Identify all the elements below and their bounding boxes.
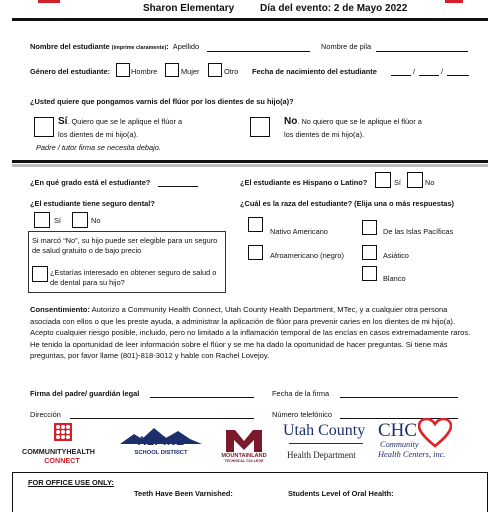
race-asian-checkbox[interactable]: [362, 245, 377, 260]
dob-slash-2: /: [441, 67, 444, 76]
firstname-label: Nombre de pila: [321, 42, 372, 51]
sign-date-field[interactable]: [340, 397, 458, 398]
varnish-signature-note: Padre / tutor firma se necesita debajo.: [36, 143, 161, 152]
top-red-mark-right: [445, 0, 463, 3]
interested-text-2: de dental para su hijo?: [50, 278, 125, 287]
varnish-yes-checkbox[interactable]: [34, 117, 54, 137]
race-white-label: Blanco: [383, 274, 406, 283]
firstname-field[interactable]: [376, 51, 468, 52]
dob-label: Fecha de nacimiento del estudiante: [252, 67, 377, 76]
heart-icon: [418, 418, 452, 448]
oral-health-label: Students Level of Oral Health:: [288, 489, 394, 498]
gender-other-checkbox[interactable]: [208, 63, 222, 77]
race-african-checkbox[interactable]: [248, 245, 263, 260]
alpine-school-district-logo: ALPINE SCHOOL DISTRICT: [120, 428, 202, 462]
dob-slash-1: /: [413, 67, 416, 76]
interested-checkbox[interactable]: [32, 266, 48, 282]
grade-question: ¿En qué grado está el estudiante?: [30, 178, 151, 187]
gender-label: Género del estudiante:: [30, 67, 111, 76]
race-white-checkbox[interactable]: [362, 266, 377, 281]
gender-female-label: Mujer: [181, 67, 200, 76]
consent-paragraph: [30, 304, 472, 362]
header-divider: [12, 18, 488, 21]
teeth-varnished-label: Teeth Have Been Varnished:: [134, 489, 233, 498]
gender-male-checkbox[interactable]: [116, 63, 130, 77]
race-pacific-checkbox[interactable]: [362, 220, 377, 235]
utah-county-health-department-logo: Utah County Health Department: [283, 422, 366, 460]
dob-month-field[interactable]: [391, 75, 411, 76]
insurance-no-label: No: [91, 216, 101, 225]
no-insurance-text-2: de salud gratuito o de bajo precio: [32, 246, 142, 255]
varnish-yes-text: Sí. Quiero que se le aplique el flúor a: [58, 116, 183, 127]
school-name: Sharon Elementary: [143, 3, 235, 14]
consent-label: Consentimiento:: [30, 305, 90, 314]
gender-female-checkbox[interactable]: [165, 63, 179, 77]
insurance-yes-label: Sí: [54, 216, 61, 225]
race-native-label: Nativo Americano: [270, 227, 328, 236]
signature-label: Firma del padre/ guardián legal: [30, 389, 140, 398]
sign-date-label: Fecha de la firma: [272, 389, 330, 398]
grade-field[interactable]: [158, 186, 198, 187]
race-pacific-label: De las Islas Pacíficas: [383, 227, 454, 236]
mtec-m-icon: [226, 428, 262, 452]
hispanic-no-label: No: [425, 178, 435, 187]
dob-day-field[interactable]: [419, 75, 439, 76]
address-label: Dirección: [30, 410, 61, 419]
hispanic-yes-label: Sí: [394, 178, 401, 187]
no-insurance-text-1: Si marcó “No”, su hijo puede ser elegible para un seguro: [32, 236, 218, 245]
varnish-no-text: No. No quiero que se le aplique el flúor a: [284, 116, 422, 127]
hispanic-yes-checkbox[interactable]: [375, 172, 391, 188]
race-african-label: Afroamericano (negro): [270, 251, 344, 260]
interested-text-1: ¿Estarías interesado en obtener seguro de salud o: [50, 268, 217, 277]
hispanic-no-checkbox[interactable]: [407, 172, 423, 188]
dob-year-field[interactable]: [447, 75, 469, 76]
community-health-connect-logo: COMMUNITYHEALTH CONNECT: [22, 423, 102, 465]
varnish-no-text-2: los dientes de mi hijo(a).: [284, 130, 365, 139]
chc-grid-icon: [54, 423, 72, 441]
lastname-field[interactable]: [207, 51, 310, 52]
office-use-title: FOR OFFICE USE ONLY:: [28, 478, 114, 487]
gender-male-label: Hombre: [131, 67, 158, 76]
gender-other-label: Otro: [224, 67, 239, 76]
hispanic-question: ¿El estudiante es Hispano o Latino?: [240, 178, 368, 187]
race-asian-label: Asiático: [383, 251, 409, 260]
lastname-label: Apellido: [172, 42, 200, 51]
address-field[interactable]: [70, 418, 254, 419]
section-divider-bottom: [12, 164, 488, 167]
race-question: ¿Cuál es la raza del estudiante? (Elija una o más respuestas): [240, 199, 454, 208]
insurance-question: ¿El estudiante tiene seguro dental?: [30, 199, 155, 208]
phone-label: Número telefónico: [272, 410, 332, 419]
community-health-centers-logo: CHC Community Health Centers, inc.: [378, 420, 478, 468]
mountainland-technical-college-logo: MOUNTAINLAND TECHNICAL COLLEGE: [212, 428, 276, 464]
insurance-no-checkbox[interactable]: [72, 212, 88, 228]
event-date: Día del evento: 2 de Mayo 2022: [260, 3, 408, 14]
varnish-question: ¿Usted quiere que pongamos varnis del flúor por los dientes de su hijo(a)?: [30, 97, 294, 106]
consent-text: Autorizo a Community Health Connect, Utah County Health Department, MTec, y a cualquier otra persona asociada con ellos o que les preste ayuda, a administrar la aplicación de flúor para prevenir caries en los dientes de mi hijo(a). Acepto cualquier riesgo posible, incluido, pero no limitado a la inflamación temporal de las encías en casos extremadamente raros. He tenido la oportunidad de leer información sobre el flúor y se me ha dado la oportunidad de hacer preguntas. Si tiene más preguntas, por favor llame (801)-818-3012 y hable con Rachel Lovejoy.: [30, 305, 471, 361]
student-name-label: Nombre del estudiante (imprime claramente): Apellido: [30, 42, 200, 51]
race-native-checkbox[interactable]: [248, 217, 263, 232]
varnish-yes-text-2: los dientes de mi hijo(a).: [58, 130, 139, 139]
insurance-yes-checkbox[interactable]: [34, 212, 50, 228]
varnish-no-checkbox[interactable]: [250, 117, 270, 137]
signature-field[interactable]: [150, 397, 254, 398]
top-red-mark-left: [38, 0, 60, 3]
section-divider-top: [12, 160, 488, 163]
